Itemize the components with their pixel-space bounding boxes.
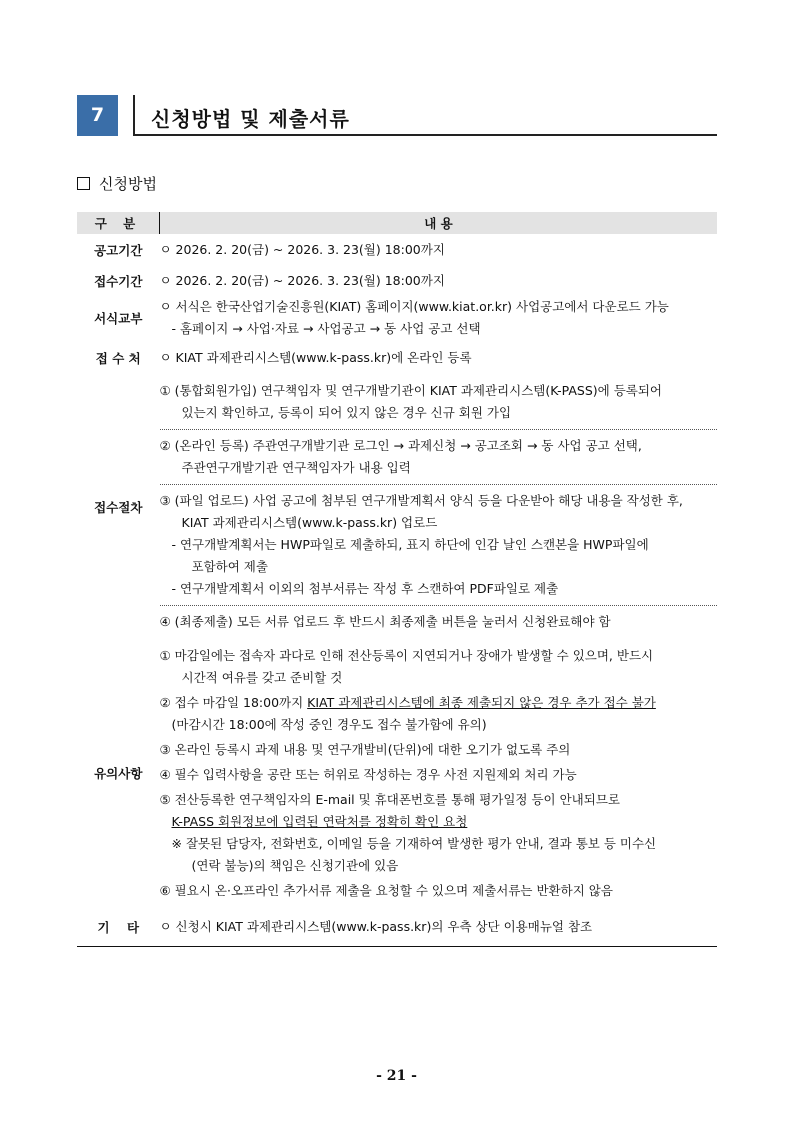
note-5: ⑤ 전산등록한 연구책임자의 E-mail 및 휴대폰번호를 통해 평가일정 등이 안내되므로	[159, 792, 620, 807]
section-divider	[133, 95, 135, 136]
note-2: ② 접수 마감일 18:00까지 KIAT 과제관리시스템에 최종 제출되지 않은 경우 추가 접수 불가	[159, 695, 656, 710]
subsection-heading	[77, 173, 157, 194]
procedure-step-1: ① (통합회원가입) 연구책임자 및 연구개발기관이 KIAT 과제관리시스템(K-PASS)에 등록되어 있는지 확인하고, 등록이 되어 있지 않은 경우 신규 회원 가입	[160, 375, 718, 430]
row-label: 기 타	[77, 908, 160, 947]
row-text: ㅇ 서식은 한국산업기술진흥원(KIAT) 홈페이지(www.kiat.or.kr) 사업공고에서 다운로드 가능	[159, 299, 669, 314]
note-4: ④ 필수 입력사항을 공란 또는 허위로 작성하는 경우 사전 지원제외 처리 가능	[159, 767, 577, 782]
table-row-receive	[77, 265, 717, 296]
row-text: ㅇ 신청시 KIAT 과제관리시스템(www.k-pass.kr)의 우측 상단 이용매뉴얼 참조	[159, 919, 593, 934]
table-row-etc	[77, 908, 717, 947]
row-label: 접 수 처	[95, 350, 141, 366]
procedure-step-4: ④ (최종제출) 모든 서류 업로드 후 반드시 최종제출 버튼을 눌러서 신청완료해야 함	[159, 614, 611, 629]
table-header-row	[77, 212, 717, 234]
row-text: ㅇ 2026. 2. 20(금) ~ 2026. 3. 23(월) 18:00까지	[159, 272, 445, 288]
application-method-table	[77, 212, 717, 947]
table-row-forms	[77, 296, 717, 340]
page-number: - 21 -	[376, 1068, 417, 1084]
procedure-step-3: ③ (파일 업로드) 사업 공고에 첨부된 연구개발계획서 양식 등을 다운받아 해당 내용을 작성한 후, KIAT 과제관리시스템(www.k-pass.kr) 업로드 - 연구개발계획서는 HWP파일로 제출하되, 표지 하단에 인감 날인 스캔본을 HWP파일에 포함하여 제출 - 연구개발계획서 이외의 첨부서류는 작성 후 스캔하여 PDF파일로 제출	[160, 485, 718, 606]
section-header	[77, 95, 717, 136]
row-label: 공고기간	[94, 242, 143, 258]
table-row-notes: 유의사항 ① 마감일에는 접속자 과다로 인해 전산등록이 지연되거나 장애가 발생할 수 있으며, 반드시 시간적 여유를 갖고 준비할 것 ② 접수 마감일 18:00까지 KIAT 과제관리시스템에 최종 제출되지 않은 경우 추가 접수 불가 (마감시간 18:00에 작성 중인 경우도 접수 불가함에 유의) ③ 온라인 등록시 과제 내용 및 연구개발비(단위)에 대한 오기가 없도록 주의 ④ 필수 입력사항을 공란 또는 허위로 작성하는 경우 사전 지원제외 처리 가능 ⑤ 전산등록한 연구책임자의 E-mail 및 휴대폰번호를 통해 평가일정 등이 안내되므로 K-PASS 회원정보에 입력된 연락처를 정확히 확인 요청 ※ 잘못된 담당자, 전화번호, 이메일 등을 기재하여 발생한 평가 안내, 결과 통보 등 미수신 (연락 불능)의 책임은 신청기관에 있음 ⑥ 필요시 온·오프라인 추가서류 제출을 요청할 수 있으며 제출서류는 반환하지 않음	[77, 638, 717, 908]
subsection-title: 신청방법	[99, 175, 157, 193]
header-category: 구 분	[77, 212, 160, 234]
section-number: 7	[77, 95, 118, 136]
section-underline	[133, 134, 717, 136]
header-content: 내 용	[160, 212, 718, 234]
table-row-office	[77, 340, 717, 375]
table-row-announce	[77, 234, 717, 265]
note-1: ① 마감일에는 접속자 과다로 인해 전산등록이 지연되거나 장애가 발생할 수 있으며, 반드시	[159, 648, 654, 663]
row-text: ㅇ 2026. 2. 20(금) ~ 2026. 3. 23(월) 18:00까지	[159, 241, 445, 257]
row-label: 서식교부	[94, 311, 143, 326]
row-text: ㅇ KIAT 과제관리시스템(www.k-pass.kr)에 온라인 등록	[159, 349, 472, 365]
row-label: 유의사항	[94, 766, 143, 781]
row-label: 접수절차	[94, 499, 143, 515]
row-label: 접수기간	[94, 273, 143, 289]
checkbox-square-icon	[77, 177, 90, 190]
note-3: ③ 온라인 등록시 과제 내용 및 연구개발비(단위)에 대한 오기가 없도록 주의	[159, 742, 571, 757]
procedure-step-2: ② (온라인 등록) 주관연구개발기관 로그인 → 과제신청 → 공고조회 → 동 사업 공고 선택, 주관연구개발기관 연구책임자가 내용 입력	[160, 430, 718, 485]
note-6: ⑥ 필요시 온·오프라인 추가서류 제출을 요청할 수 있으며 제출서류는 반환하지 않음	[159, 883, 613, 898]
row-text: - 홈페이지 → 사업·자료 → 사업공고 → 동 사업 공고 선택	[171, 321, 481, 336]
section-title: 신청방법 및 제출서류	[151, 107, 350, 131]
table-row-procedure	[77, 375, 717, 638]
